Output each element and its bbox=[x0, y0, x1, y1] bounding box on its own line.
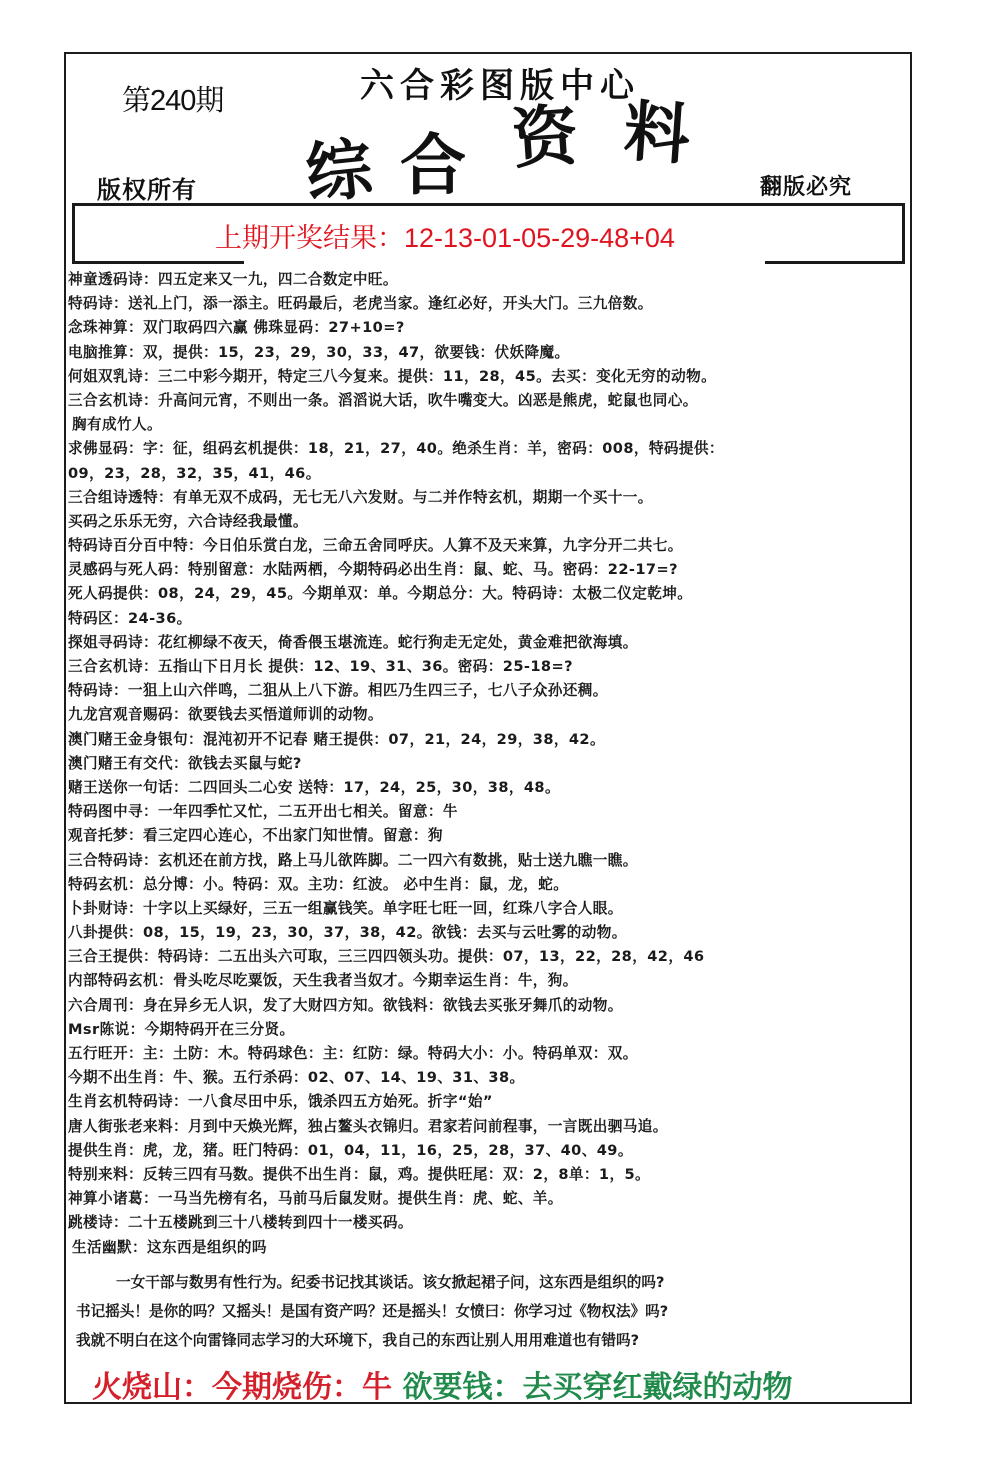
list-item: 何姐双乳诗：三二中彩今期开，特定三八今复来。提供：11，28，45。去买：变化无穷的动物。 bbox=[68, 367, 717, 385]
list-item: 赌王送你一句话：二四回头二心安 送特：17，24，25，30，38，48。 bbox=[68, 778, 560, 796]
humor-line: 我就不明白在这个向雷锋同志学习的大环境下，我自己的东西让别人用用难道也有错吗? bbox=[76, 1332, 640, 1349]
result-box-border-right bbox=[765, 261, 905, 264]
list-item: 唐人街张老来料：月到中天焕光辉，独占鳌头衣锦归。君家若问前程事，一言既出驷马追。 bbox=[68, 1117, 668, 1135]
humor-line: 书记摇头！是你的吗？又摇头！是国有资产吗？还是摇头！女愤曰：你学习过《物权法》吗? bbox=[76, 1303, 669, 1320]
list-item: 09，23，28，32，35，41，46。 bbox=[68, 464, 321, 482]
humor-line: 一女干部与数男有性行为。纪委书记找其谈话。该女掀起裙子问，这东西是组织的吗? bbox=[116, 1274, 665, 1291]
list-item: 卜卦财诗：十字以上买绿好，三五一组赢钱笑。单字旺七旺一回，红珠八字合人眼。 bbox=[68, 899, 623, 917]
humor-paragraph bbox=[70, 1268, 910, 1355]
list-item: 三合玄机诗：五指山下日月长 提供：12、19、31、36。密码：25-18=? bbox=[68, 658, 573, 675]
list-item: 六合周刊：身在异乡无人识，发了大财四方知。欲钱料：欲钱去买张牙舞爪的动物。 bbox=[68, 996, 623, 1014]
list-item: 三合玄机诗：升高问元宵，不则出一条。滔滔说大话，吹牛嘴变大。凶恶是熊虎，蛇鼠也同心。 bbox=[68, 391, 698, 409]
list-item: 观音托梦：看三定四心连心，不出家门知世情。留意：狗 bbox=[68, 827, 443, 845]
list-item: 跳楼诗：二十五楼跳到三十八楼转到四十一楼买码。 bbox=[68, 1214, 413, 1232]
list-item: 特码诗：送礼上门，添一添主。旺码最后，老虎当家。逢红必好，开头大门。三九倍数。 bbox=[68, 295, 653, 313]
list-item: 探姐寻码诗：花红柳绿不夜天，倚香偎玉堪流连。蛇行狗走无定处，黄金难把欲海填。 bbox=[68, 633, 638, 651]
list-item: 三合组诗透特：有单无双不成码，无七无八六发财。与二并作特玄机，期期一个买十一。 bbox=[68, 488, 653, 506]
last-draw-result-box bbox=[72, 203, 905, 261]
list-item: 特码区：24-36。 bbox=[68, 609, 192, 627]
list-item: 今期不出生肖：牛、猴。五行杀码：02、07、14、19、31、38。 bbox=[68, 1069, 525, 1087]
copyright-notice: 版权所有 bbox=[97, 175, 197, 204]
piracy-notice: 翻版必究 bbox=[760, 174, 853, 200]
main-title-char-2: 合 bbox=[400, 126, 466, 204]
bottom-banner bbox=[92, 1362, 792, 1406]
banner-red-text: 火烧山：今期烧伤：牛 bbox=[92, 1370, 392, 1405]
issue-number: 第240期 bbox=[122, 85, 224, 117]
publisher-title: 六合彩图版中心 bbox=[360, 66, 640, 106]
list-item: 三合王提供：特码诗：二五出头六可取，三三四四领头功。提供：07，13，22，28，42，46 bbox=[68, 948, 705, 966]
list-item: 特码诗百分百中特：今日伯乐赏白龙，三命五舍同呼庆。人算不及天来算，九字分开二共七。 bbox=[68, 537, 683, 555]
list-item: 特码诗：一狙上山六伴鸣，二狙从上八下游。相匹乃生四三子，七八子众孙还稠。 bbox=[68, 682, 608, 700]
list-item: 五行旺开：主：土防：木。特码球色：主：红防：绿。特码大小：小。特码单双：双。 bbox=[68, 1045, 638, 1062]
list-item: 求佛显码：字：征，组码玄机提供：18，21，27，40。绝杀生肖：羊，密码：008，特码提供： bbox=[68, 440, 724, 458]
list-item: 神童透码诗：四五定来又一九，四二合数定中旺。 bbox=[68, 271, 398, 288]
main-title-char-1: 综 bbox=[302, 128, 376, 214]
tips-list bbox=[68, 268, 910, 1260]
list-item: 三合特码诗：玄机还在前方找，路上马儿欲阵脚。二一四六有数挑，贴士送九瞧一瞧。 bbox=[68, 851, 638, 869]
list-item: 九龙宫观音赐码：欲要钱去买悟道师训的动物。 bbox=[68, 706, 383, 724]
list-item: 提供生肖：虎，龙，猪。旺门特码：01，04，11，16，25，28，37、40、49。 bbox=[68, 1141, 633, 1159]
list-item: 死人码提供：08，24，29，45。今期单双：单。今期总分：大。特码诗：太极二仪定乾坤。 bbox=[68, 585, 693, 603]
main-title-char-3: 资 bbox=[509, 95, 581, 179]
last-draw-result bbox=[215, 216, 675, 255]
list-item: 特码图中寻：一年四季忙又忙，二五开出七相关。留意：牛 bbox=[68, 803, 458, 821]
main-title-char-4: 料 bbox=[621, 91, 693, 175]
list-item: 内部特码玄机：骨头吃尽吃粟饭，天生我者当奴才。今期幸运生肖：牛，狗。 bbox=[68, 972, 578, 990]
list-item: 胸有成竹人。 bbox=[72, 416, 162, 434]
banner-green-text: 欲要钱：去买穿红戴绿的动物 bbox=[392, 1370, 793, 1405]
list-item: 澳门赌王金身银句：混沌初开不记春 赌王提供：07，21，24，29，38，42。 bbox=[68, 730, 605, 748]
result-numbers: 12-13-01-05-29-48+04 bbox=[404, 223, 675, 253]
list-item: 特码玄机：总分博：小。特码：双。主功：红波。 必中生肖：鼠，龙，蛇。 bbox=[68, 875, 569, 893]
list-item: 电脑推算：双，提供：15，23，29，30，33，47，欲要钱：伏妖降魔。 bbox=[68, 343, 570, 361]
list-item: 买码之乐乐无穷，六合诗经我最懂。 bbox=[68, 512, 308, 530]
result-label: 上期开奖结果： bbox=[215, 223, 404, 253]
list-item: 特别来料：反转三四有马数。提供不出生肖：鼠，鸡。提供旺尾：双：2，8单：1，5。 bbox=[68, 1165, 650, 1183]
list-item: 灵感码与死人码：特别留意：水陆两栖，今期特码必出生肖：鼠、蛇、马。密码：22-17=? bbox=[68, 561, 678, 579]
list-item: 神算小诸葛：一马当先榜有名，马前马后鼠发财。提供生肖：虎、蛇、羊。 bbox=[68, 1190, 563, 1208]
result-box-border-left bbox=[72, 261, 244, 264]
list-item: 念珠神算：双门取码四六赢 佛珠显码：27+10=? bbox=[68, 319, 405, 337]
list-item: 澳门赌王有交代：欲钱去买鼠与蛇? bbox=[68, 754, 302, 772]
list-item: Msr陈说：今期特码开在三分贤。 bbox=[68, 1020, 295, 1038]
list-item: 八卦提供：08，15，19，23，30，37，38，42。欲钱：去买与云吐雾的动物。 bbox=[68, 924, 627, 942]
list-item: 生活幽默：这东西是组织的吗 bbox=[72, 1238, 267, 1256]
list-item: 生肖玄机特码诗：一八食尽田中乐，饿杀四五方始死。折字“始” bbox=[68, 1093, 493, 1111]
